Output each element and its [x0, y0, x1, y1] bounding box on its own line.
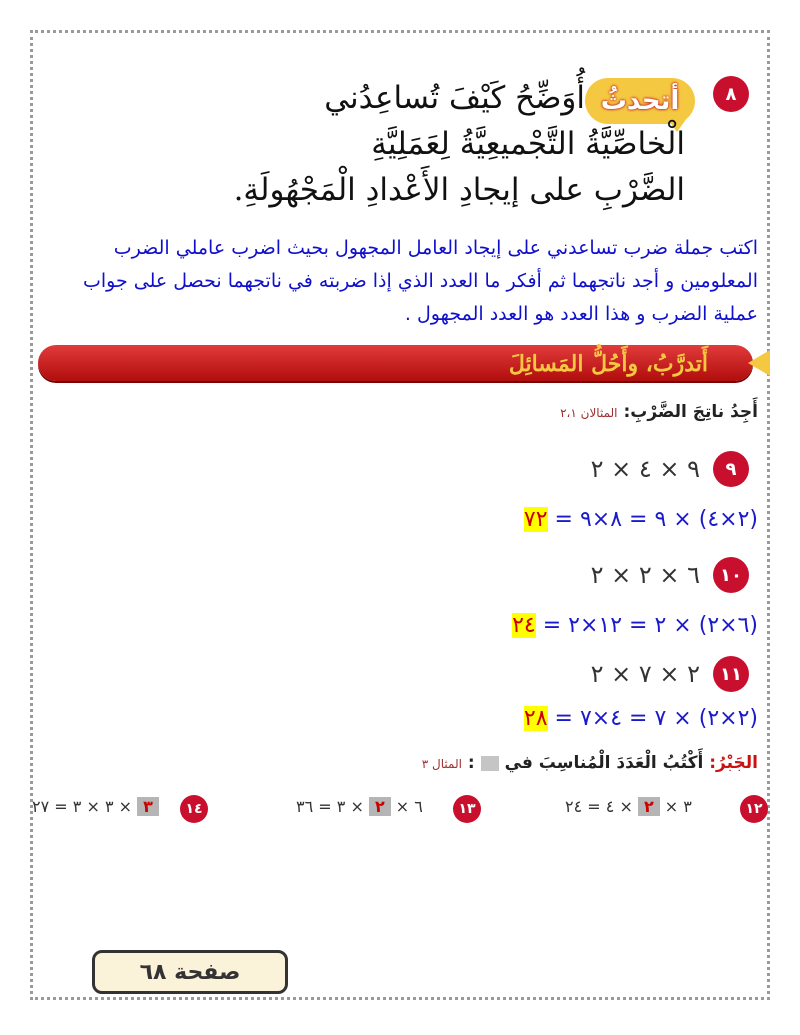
question-line-2: الْخاصِّيَّةُ التَّجْميعِيَّةُ لِعَمَلِيَّةِ [371, 126, 685, 162]
problem-work-11 [524, 706, 758, 731]
page-number-text: صفحة ٦٨ [139, 959, 241, 985]
problem-number-13: ١٣ [453, 795, 481, 823]
problem-expression-11: ٢ × ٧ × ٢ [590, 660, 700, 688]
question-number-8: ٨ [713, 76, 749, 112]
question-line-1: أُوَضِّحُ كَيْفَ تُساعِدُني [324, 80, 585, 116]
talk-bubble-icon [585, 78, 695, 124]
eq-left: ٣ × [659, 797, 692, 816]
section1-text: أَجِدُ ناتِجَ الضَّرْبِ: [623, 402, 758, 422]
problem-number-12: ١٢ [740, 795, 768, 823]
algebra-equation-14 [32, 797, 159, 816]
problem-number-10: ١٠ [713, 557, 749, 593]
answer-box: ٢ [369, 797, 391, 816]
work-text: (٦×٢) × ٢ = ١٢×٢ = [535, 613, 758, 638]
algebra-equation-13 [296, 797, 423, 816]
problem-number-9: ٩ [713, 451, 749, 487]
banner-arrow-icon [748, 350, 770, 376]
eq-right: × ٤ = ٢٤ [565, 797, 638, 816]
answer-paragraph: اكتب جملة ضرب تساعدني على إيجاد العامل المجهول بحيث اضرب عاملي الضرب المعلومين و أجد ناتجهما ثم أفكر ما العدد الذي إذا ضربته في ناتجهما نحصل على جواب عملية الضرب و هذا العدد هو العدد المجهول . [83, 237, 758, 325]
eq-right: × ٣ = ٣٦ [296, 797, 369, 816]
question-line-3: الضَّرْبِ على إيجادِ الأَعْدادِ الْمَجْهُولَةِ. [233, 172, 685, 208]
eq-right: × ٣ × ٣ = ٢٧ [32, 797, 138, 816]
banner-title: أَتدرَّبُ، وأَحُلُّ المَسائِلَ [508, 351, 708, 377]
result-highlight: ٧٢ [523, 507, 548, 532]
problem-number-11: ١١ [713, 656, 749, 692]
section2-instruction [422, 753, 758, 773]
work-text: (٢×٢) × ٧ = ٤×٧ = [547, 706, 758, 731]
work-text: (٢×٤) × ٩ = ٨×٩ = [547, 507, 758, 532]
section2-text: أَكْتُبُ الْعَدَدَ الْمُناسِبَ في [504, 753, 704, 773]
eq-left: ٦ × [390, 797, 423, 816]
algebra-label: الجَبْرُ: [709, 753, 758, 773]
section2-ref: المثال ٣ [421, 757, 462, 771]
problem-work-10 [512, 613, 758, 638]
answer-box: ٢ [638, 797, 660, 816]
section2-suffix: : [467, 753, 475, 773]
problem-work-9 [524, 507, 758, 532]
problem-expression-9: ٩ × ٤ × ٢ [590, 455, 700, 483]
section1-ref: المثالان ٢،١ [560, 406, 618, 420]
result-highlight: ٢٨ [523, 706, 548, 731]
problem-number-14: ١٤ [180, 795, 208, 823]
problem-expression-10: ٦ × ٢ × ٢ [590, 561, 700, 589]
page-number-label [92, 950, 288, 994]
bubble-label: أتحدثُ [600, 86, 680, 116]
result-highlight: ٢٤ [512, 613, 536, 638]
section1-instruction [560, 402, 758, 422]
algebra-equation-12 [565, 797, 692, 816]
blank-box-icon [481, 756, 499, 771]
answer-box: ٣ [137, 797, 159, 816]
